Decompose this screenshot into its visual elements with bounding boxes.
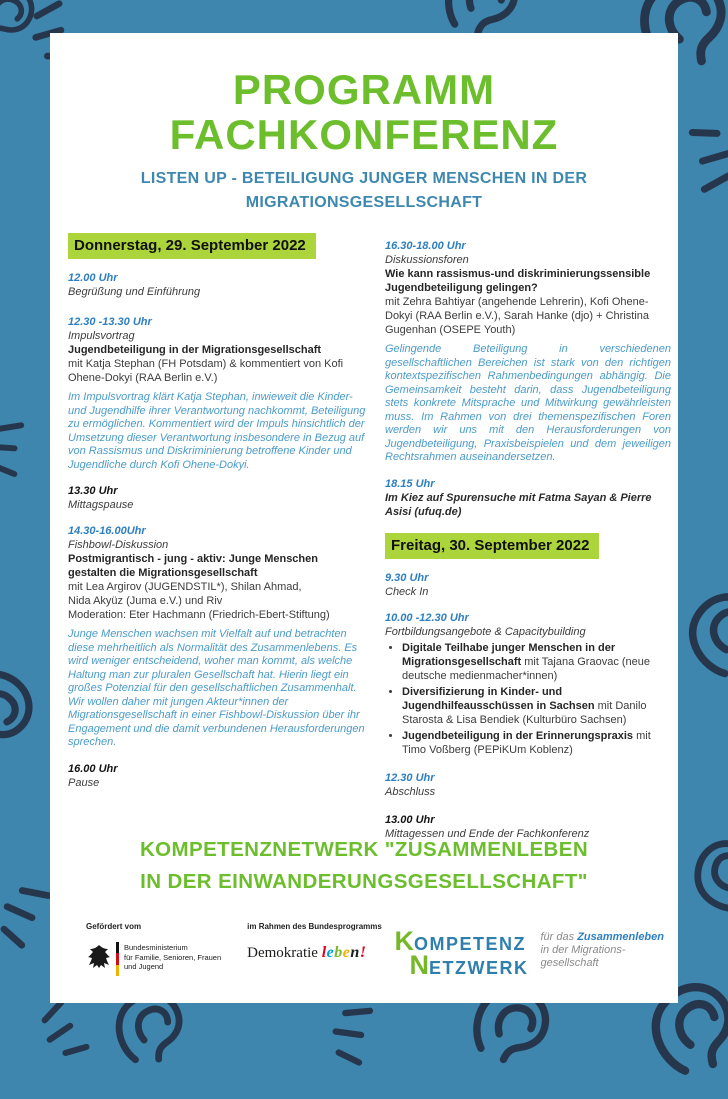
page-subtitle [50, 167, 678, 215]
workshop-title: Jugendbeteiligung in der Erinnerungspraxis [402, 729, 634, 742]
workshop-item [402, 685, 671, 727]
kompetenznetzwerk-tagline: für das Zusammenleben in der Migrations- gesellschaft [540, 931, 664, 969]
session-time: 18.15 Uhr [385, 477, 435, 490]
network-heading [50, 834, 678, 898]
sound-lines-icon [0, 417, 30, 478]
ear-doodle-icon [0, 0, 54, 64]
session [385, 477, 671, 519]
program-label: im Rahmen des Bundesprogramms [247, 922, 382, 931]
session [385, 611, 671, 757]
workshop-item [402, 729, 671, 757]
session-desc: Im Kiez auf Spurensuche mit Fatma Sayan & Pierre Asisi (ufuq.de) [385, 491, 652, 518]
session-time: 9.30 Uhr [385, 571, 429, 584]
session-desc: Pause [68, 776, 100, 789]
session [68, 484, 366, 512]
program-name: Demokratie [247, 945, 322, 961]
session [385, 239, 671, 465]
ear-doodle-icon [676, 816, 728, 932]
title-line-1: PROGRAMM [232, 66, 496, 113]
program-block [247, 922, 382, 962]
session-title: Jugendbeteiligung in der Migrationsgesellschaft [68, 344, 322, 356]
column-friday [385, 239, 671, 853]
session-time: 12.00 Uhr [68, 272, 118, 284]
session-speakers: mit Zehra Bahtiyar (angehende Lehrerin), Kofi Ohene-Dokyi (RAA Berlin e.V.), Sarah Hanke (djo) + Christina Gugenhan (OSEPE Youth) [385, 296, 650, 336]
session-time: 12.30 -13.30 Uhr [68, 316, 152, 328]
sound-lines-icon [30, 995, 95, 1066]
session-speakers: Moderation: Eter Hachmann (Friedrich-Ebert-Stiftung) [68, 609, 330, 621]
session-desc: Check In [385, 585, 429, 598]
session [68, 762, 366, 790]
session-type: Diskussionsforen [385, 254, 469, 266]
workshop-title: Diversifizierung in Kinder- und Jugendhilfeausschüssen in Sachsen [402, 685, 595, 712]
session-abstract: Im Impulsvortrag klärt Katja Stephan, inwieweit die Kinder- und Jugendhilfe ihrer Verantwortung nachkommt, Beteiligung zu ermöglichen. Kommentiert wird der Impuls hinsichtlich der Umsetzung dieser Verantwortung insbesondere in Bezug auf von Rassismus und Diskriminierung betroffene Kinder und Jugendliche durch Kofi Ohene-Dokyi. [68, 391, 366, 471]
workshop-speakers: mit Danilo Starosta & Lisa Bendiek (Kulturbüro Sachsen) [402, 699, 647, 726]
session-type: Fishbowl-Diskussion [68, 539, 169, 551]
session-abstract: Gelingende Beteiligung in verschiedenen gesellschaftlichen Bereichen ist stark von den richtigen kontextspezifischen Rahmenbedingungen abhängig. Die Gemeinsamkeit besteht darin, dass Jugendbeteiligung stets konkrete Mitsprache und Mitwirkung gewährleisten muss. Im Rahmen von drei themenspezifischen Foren werden wir uns mit den Herausforderungen von Jugendbeteiligung, Praxisbeispielen und dem jeweiligen Rechtsrahmen auseinandersetzen. [385, 343, 671, 463]
session-abstract: Junge Menschen wachsen mit Vielfalt auf und betrachten diese mehrheitlich als Normalität des Zusammenlebens. Es wird weniger entscheidend, woher man kommt, als welche Haltung man zur pluralen Gesellschaft hat. Hierin liegt ein großes Potenzial für den gesellschaftlichen Zusammenhalt. Wir wollen daher mit jungen Akteur*innen der Migrationsgesellschaft in einer Fishbowl-Diskussion über ihr Engagement und die damit verbundenen Herausforderungen sprechen. [68, 628, 365, 748]
german-flag-bar [116, 942, 119, 976]
session-desc: Mittagspause [68, 499, 134, 511]
session-speakers: Nida Akyüz (Juma e.V.) und Riv [68, 595, 223, 607]
network-heading-line-2: IN DER EINWANDERUNGSGESELLSCHAFT" [140, 869, 588, 893]
session [68, 315, 366, 472]
ministry-name: Bundesministerium für Familie, Senioren, Frauen und Jugend [124, 943, 222, 971]
workshop-speakers: mit Timo Voßberg (PEPiKUm Koblenz) [402, 729, 651, 756]
ear-doodle-icon [0, 650, 56, 775]
network-heading-line-1: KOMPETENZNETWERK "ZUSAMMENLEBEN [139, 838, 589, 861]
kompetenznetzwerk-wordmark: KOMPETENZ NETZWERK [394, 926, 529, 980]
day-header-thursday: Donnerstag, 29. September 2022 [68, 233, 316, 259]
session-time: 14.30-16.00Uhr [68, 525, 146, 537]
session-title: Postmigrantisch - jung - aktiv: Junge Menschen gestalten die Migrationsgesellschaft [68, 553, 318, 579]
session [385, 571, 671, 599]
session [68, 271, 366, 299]
session-desc: Abschluss [385, 785, 436, 798]
sound-lines-icon [324, 1000, 380, 1068]
session [68, 524, 366, 750]
ministry-logo [86, 942, 221, 976]
session-time: 13.30 Uhr [68, 485, 118, 497]
session-title: Wie kann rassismus-und diskriminierungssensible Jugendbeteiligung gelingen? [385, 268, 651, 294]
workshop-item [402, 641, 671, 683]
sound-lines-icon [684, 121, 728, 195]
subtitle-line-2: MIGRATIONSGESELLSCHAFT [245, 193, 483, 211]
column-thursday [68, 233, 366, 802]
footer [86, 922, 664, 978]
subtitle-line-1: LISTEN UP - BETEILIGUNG JUNGER MENSCHEN IN DER [140, 169, 588, 187]
session-speakers: mit Katja Stephan (FH Potsdam) & kommentiert von Kofi Ohene-Dokyi (RAA Berlin e.V.) [68, 358, 344, 384]
kompetenznetzwerk-logo [394, 926, 665, 980]
session-type: Fortbildungsangebote & Capacitybuilding [385, 625, 586, 638]
session-speakers: mit Lea Argirov (JUGENDSTIL*), Shilan Ahmad, [68, 581, 302, 593]
workshop-title: Digitale Teilhabe junger Menschen in der Migrationsgesellschaft [402, 641, 616, 668]
session-time: 13.00 Uhr [385, 813, 435, 826]
session-type: Impulsvortrag [68, 330, 135, 342]
leben-colored-word: leben! [321, 944, 367, 961]
workshop-speakers: mit Tajana Graovac (neue deutsche medienmacher*innen) [402, 655, 651, 682]
session-time: 16.00 Uhr [68, 762, 118, 775]
session [385, 771, 671, 799]
session-time: 12.30 Uhr [385, 771, 435, 784]
session-desc: Begrüßung und Einführung [68, 286, 201, 298]
day-header-friday: Freitag, 30. September 2022 [385, 533, 599, 559]
page-title [50, 67, 678, 158]
session-time: 16.30-18.00 Uhr [385, 240, 466, 252]
funded-by-block [86, 922, 221, 976]
workshop-list [385, 641, 671, 757]
session-desc: Mittagessen und Ende der Fachkonferenz [385, 827, 590, 840]
title-line-2: FACHKONFERENZ [169, 111, 559, 159]
poster-sheet [50, 33, 678, 1003]
session-time: 10.00 -12.30 Uhr [385, 611, 469, 624]
federal-eagle-icon [86, 942, 112, 968]
funded-by-label: Gefördert vom [86, 922, 142, 931]
demokratie-leben-logo [247, 944, 382, 962]
